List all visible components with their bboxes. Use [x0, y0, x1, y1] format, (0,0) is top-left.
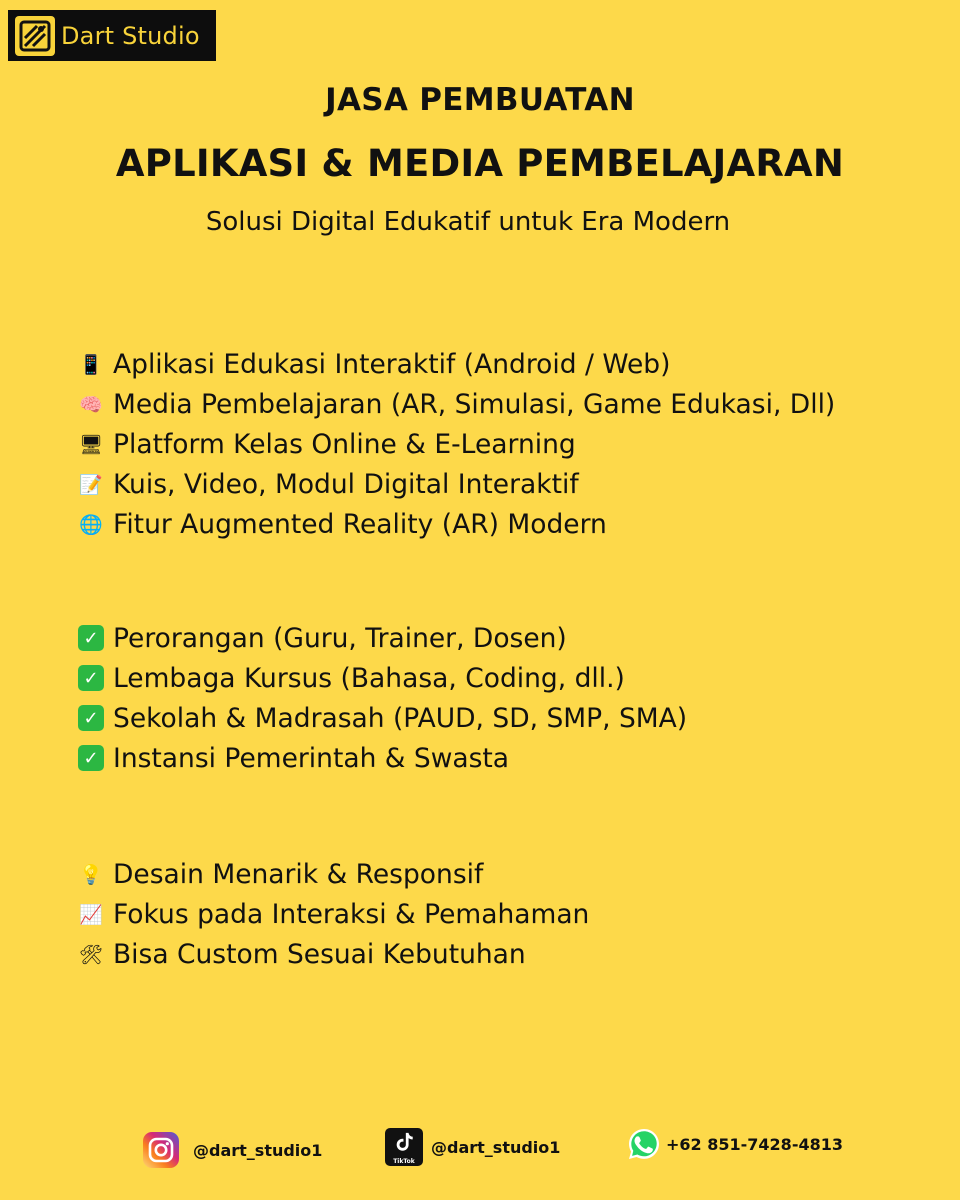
service-item: [78, 464, 835, 504]
service-label: Media Pembelajaran (AR, Simulasi, Game Edukasi, Dll): [113, 388, 836, 420]
service-label: Fitur Augmented Reality (AR) Modern: [113, 508, 607, 540]
service-item: [78, 424, 835, 464]
memo-icon: 📝: [79, 473, 103, 496]
services-list: [78, 344, 835, 544]
feature-label: Desain Menarik & Responsif: [113, 858, 484, 890]
service-label: Kuis, Video, Modul Digital Interaktif: [113, 468, 579, 500]
audience-item: [78, 698, 687, 738]
check-mark-icon: ✓: [78, 745, 104, 771]
tiktok-contact[interactable]: [385, 1128, 560, 1166]
light-bulb-icon: 💡: [79, 863, 103, 886]
mobile-phone-icon: 📱: [79, 353, 103, 376]
feature-item: [78, 854, 589, 894]
tiktok-handle: @dart_studio1: [431, 1137, 561, 1157]
whatsapp-number: +62 851-7428-4813: [666, 1134, 843, 1154]
brain-icon: 🧠: [79, 393, 103, 416]
service-item: [78, 384, 835, 424]
desktop-computer-icon: 🖥: [78, 433, 104, 456]
service-label: Platform Kelas Online & E-Learning: [113, 428, 576, 460]
features-list: [78, 854, 589, 974]
check-mark-icon: ✓: [78, 665, 104, 691]
whatsapp-contact[interactable]: [626, 1126, 843, 1162]
whatsapp-icon: [626, 1126, 662, 1162]
instagram-handle: @dart_studio1: [193, 1140, 323, 1160]
title-line-1: JASA PEMBUATAN: [325, 82, 635, 118]
audience-list: [78, 618, 687, 778]
tools-icon: 🛠: [78, 943, 104, 966]
instagram-contact[interactable]: [142, 1131, 322, 1169]
tiktok-icon: [385, 1128, 423, 1166]
brand-name: Dart Studio: [61, 21, 200, 50]
feature-label: Fokus pada Interaksi & Pemahaman: [113, 898, 590, 930]
instagram-icon: [142, 1131, 180, 1169]
feature-item: [78, 934, 589, 974]
chart-increasing-icon: 📈: [79, 903, 103, 926]
check-mark-icon: ✓: [78, 705, 104, 731]
subtitle: Solusi Digital Edukatif untuk Era Modern: [205, 207, 731, 237]
audience-label: Perorangan (Guru, Trainer, Dosen): [113, 622, 567, 654]
brand-logo: [8, 10, 216, 61]
title-line-2: APLIKASI & MEDIA PEMBELAJARAN: [115, 142, 845, 185]
feature-label: Bisa Custom Sesuai Kebutuhan: [113, 938, 526, 970]
audience-item: [78, 738, 687, 778]
globe-icon: 🌐: [79, 513, 103, 536]
audience-item: [78, 618, 687, 658]
audience-label: Lembaga Kursus (Bahasa, Coding, dll.): [113, 662, 625, 694]
audience-label: Instansi Pemerintah & Swasta: [113, 742, 510, 774]
audience-label: Sekolah & Madrasah (PAUD, SD, SMP, SMA): [113, 702, 688, 734]
tiktok-logo-text: TikTok: [393, 1158, 415, 1165]
service-item: [78, 344, 835, 384]
audience-item: [78, 658, 687, 698]
check-mark-icon: ✓: [78, 625, 104, 651]
service-item: [78, 504, 835, 544]
feature-item: [78, 894, 589, 934]
service-label: Aplikasi Edukasi Interaktif (Android / Web): [113, 348, 671, 380]
dart-studio-logo-icon: [15, 16, 55, 56]
